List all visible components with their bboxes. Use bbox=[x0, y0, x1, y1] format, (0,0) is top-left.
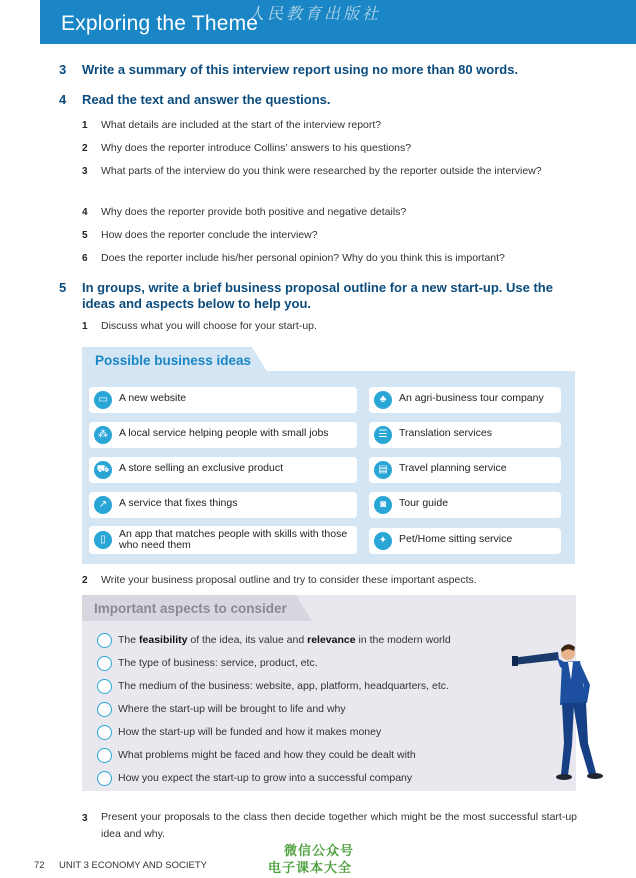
aspect-text: How you expect the start-up to grow into a successful company bbox=[118, 772, 413, 784]
wrench-icon: ↗ bbox=[94, 496, 112, 514]
question-number: 2 bbox=[82, 143, 88, 154]
idea-text: A service that fixes things bbox=[119, 497, 238, 509]
idea-text: An app that matches people with skills with those who need them bbox=[119, 528, 348, 551]
idea-text: An agri-business tour company bbox=[399, 392, 544, 404]
question-number: 6 bbox=[82, 253, 88, 264]
question-text: Does the reporter include his/her personal opinion? Why do you think this is important? bbox=[101, 252, 505, 264]
idea-card bbox=[89, 492, 357, 518]
aspect-text: The feasibility of the idea, its value and relevance in the modern world bbox=[118, 634, 451, 646]
question-number: 4 bbox=[82, 207, 88, 218]
aspect-text: The medium of the business: website, app, platform, headquarters, etc. bbox=[118, 680, 449, 692]
document-icon: ▤ bbox=[374, 461, 392, 479]
checkbox-circle-icon[interactable] bbox=[97, 679, 112, 694]
translate-icon: ☰ bbox=[374, 426, 392, 444]
idea-text: Tour guide bbox=[399, 497, 449, 509]
question-text: Why does the reporter introduce Collins’ answers to his questions? bbox=[101, 142, 412, 154]
business-ideas-title: Possible business ideas bbox=[95, 353, 252, 368]
aspect-text: What problems might be faced and how they could be dealt with bbox=[118, 749, 416, 761]
task-5-text: In groups, write a brief business proposal outline for a new start-up. Use the ideas and aspects below to help you. bbox=[82, 280, 553, 311]
idea-card bbox=[89, 457, 357, 483]
idea-card bbox=[89, 422, 357, 448]
telescope-icon bbox=[512, 652, 559, 665]
pet-icon: ✦ bbox=[374, 532, 392, 550]
aspect-text: How the start-up will be funded and how it makes money bbox=[118, 726, 382, 738]
idea-card bbox=[89, 387, 357, 413]
wechat-watermark: 微信公众号 bbox=[284, 844, 355, 859]
idea-card bbox=[369, 387, 561, 413]
page-title: Exploring the Theme bbox=[61, 12, 259, 35]
checkbox-circle-icon[interactable] bbox=[97, 725, 112, 740]
businessman-telescope-illustration bbox=[510, 625, 606, 790]
phone-icon: ▯ bbox=[94, 531, 112, 549]
idea-text: Translation services bbox=[399, 427, 492, 439]
task-4-number: 4 bbox=[59, 92, 67, 107]
publisher-watermark: 人民教育出版社 bbox=[248, 4, 382, 23]
idea-card bbox=[369, 528, 561, 554]
idea-card bbox=[89, 526, 357, 554]
step-1-number: 1 bbox=[82, 321, 88, 332]
question-text: What details are included at the start of the interview report? bbox=[101, 119, 382, 131]
checkbox-circle-icon[interactable] bbox=[97, 702, 112, 717]
checkbox-circle-icon[interactable] bbox=[97, 771, 112, 786]
idea-text: Pet/Home sitting service bbox=[399, 533, 513, 545]
idea-card bbox=[369, 492, 561, 518]
idea-card bbox=[369, 422, 561, 448]
idea-card bbox=[369, 457, 561, 483]
step-1-text: Discuss what you will choose for your start-up. bbox=[101, 320, 317, 332]
question-number: 5 bbox=[82, 230, 88, 241]
idea-text: A store selling an exclusive product bbox=[119, 462, 284, 474]
idea-text: A new website bbox=[119, 392, 187, 404]
question-text: How does the reporter conclude the interview? bbox=[101, 229, 318, 241]
task-4-text: Read the text and answer the questions. bbox=[82, 92, 331, 107]
laptop-icon: ▭ bbox=[94, 391, 112, 409]
people-icon: ⁂ bbox=[94, 426, 112, 444]
idea-text: Travel planning service bbox=[399, 462, 507, 474]
task-3-number: 3 bbox=[59, 62, 67, 77]
aspect-text: Where the start-up will be brought to life and why bbox=[118, 703, 346, 715]
aspects-box bbox=[82, 595, 576, 791]
question-number: 3 bbox=[82, 166, 88, 177]
idea-text: A local service helping people with small jobs bbox=[119, 427, 329, 439]
step-3-text: Present your proposals to the class then decide together which might be the most successful start-up idea and why. bbox=[101, 811, 577, 840]
task-5-number: 5 bbox=[59, 280, 67, 295]
cart-icon: ⛟ bbox=[94, 461, 112, 479]
step-2-number: 2 bbox=[82, 575, 88, 586]
plant-icon: ♣ bbox=[374, 391, 392, 409]
checkbox-circle-icon[interactable] bbox=[97, 656, 112, 671]
step-3-number: 3 bbox=[82, 813, 88, 824]
checkbox-circle-icon[interactable] bbox=[97, 748, 112, 763]
bus-icon: ◙ bbox=[374, 496, 392, 514]
unit-title: UNIT 3 ECONOMY AND SOCIETY bbox=[59, 860, 207, 871]
step-2-text: Write your business proposal outline and try to consider these important aspects. bbox=[101, 574, 477, 586]
checkbox-circle-icon[interactable] bbox=[97, 633, 112, 648]
task-3-text: Write a summary of this interview report using no more than 80 words. bbox=[82, 62, 519, 77]
page-number: 72 bbox=[34, 860, 45, 871]
question-text: What parts of the interview do you think were researched by the reporter outside the interview? bbox=[101, 165, 542, 177]
aspects-title: Important aspects to consider bbox=[94, 601, 287, 616]
aspect-text: The type of business: service, product, etc. bbox=[118, 657, 318, 669]
question-number: 1 bbox=[82, 120, 88, 131]
ebook-watermark: 电子课本大全 bbox=[268, 861, 353, 876]
question-text: Why does the reporter provide both positive and negative details? bbox=[101, 206, 407, 218]
